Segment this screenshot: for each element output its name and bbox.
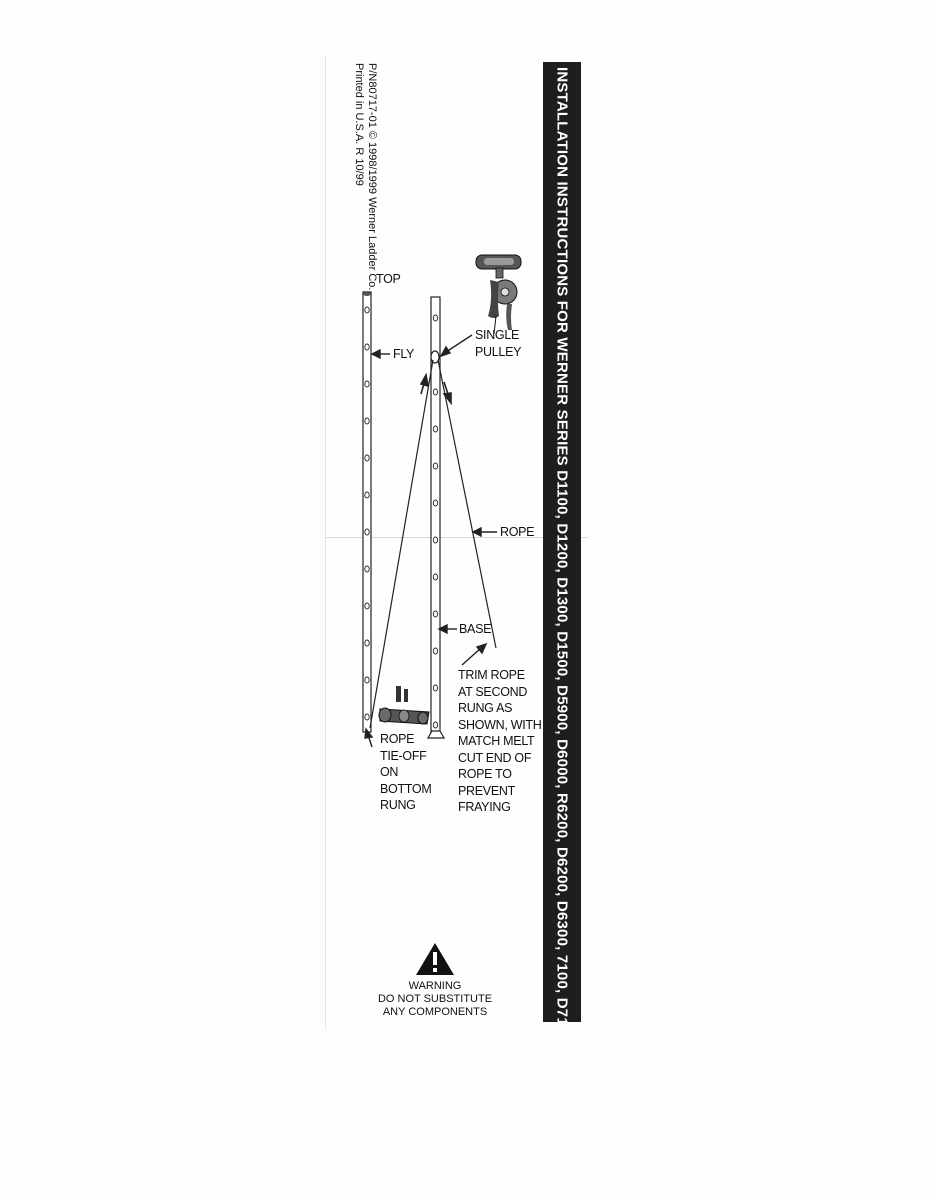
tie-off-hardware <box>379 686 429 724</box>
single-pulley-line: PULLEY <box>475 344 522 359</box>
tie-off-line: ON <box>380 765 399 779</box>
rung-hole <box>433 389 437 395</box>
top-label: TOP <box>376 272 401 286</box>
instructions-title: INSTALLATION INSTRUCTIONS FOR WERNER SERIES D1100, D1200, D1300, D1500, D5900, D6000, R6200, D6200, D6300, 7100, D7100 16' TO 40' LADDERS <box>553 67 571 1197</box>
rung-hole <box>365 566 369 572</box>
rung-hole <box>365 381 369 387</box>
trim-rope-line: AT SECOND <box>458 684 528 699</box>
tie-off-line: RUNG <box>380 798 416 812</box>
rope-label: ROPE <box>500 525 535 539</box>
rung-hole <box>433 574 437 580</box>
warning-heading: WARNING <box>408 980 462 992</box>
base-label: BASE <box>459 622 492 636</box>
fly-label: FLY <box>393 347 415 361</box>
tie-off-line: TIE-OFF <box>380 748 427 763</box>
rope-tie-off-note <box>380 731 431 814</box>
single-pulley-hardware <box>476 255 521 334</box>
warning-block <box>365 942 505 1019</box>
warning-line: DO NOT SUBSTITUTE <box>377 993 493 1005</box>
trim-rope-note <box>458 667 542 816</box>
tie-off-line: ROPE <box>380 732 415 746</box>
trim-rope-line: TRIM ROPE <box>458 668 525 682</box>
single-pulley-line: SINGLE <box>475 328 520 342</box>
rung-hole <box>365 492 369 498</box>
rung-hole <box>433 685 437 691</box>
rung-hole <box>433 611 437 617</box>
rung-hole <box>365 344 369 350</box>
trim-rope-line: ROPE TO <box>458 767 512 781</box>
rung-hole <box>365 640 369 646</box>
rung-hole <box>365 418 369 424</box>
trim-rope-line: RUNG AS <box>458 701 513 715</box>
trim-rope-line: SHOWN, WITH <box>458 717 542 732</box>
rung-hole <box>433 537 437 543</box>
rung-hole <box>433 648 437 654</box>
trim-rope-line: PREVENT <box>458 783 515 798</box>
rung-hole <box>365 714 369 720</box>
single-pulley-label <box>475 327 521 360</box>
trim-rope-line: CUT END OF <box>458 750 532 765</box>
fly-section <box>363 292 371 732</box>
tie-off-line: BOTTOM <box>380 781 432 796</box>
trim-rope-line: FRAYING <box>458 800 511 814</box>
rung-hole <box>433 722 437 728</box>
rung-hole <box>433 463 437 469</box>
rung-hole <box>365 307 369 313</box>
trim-rope-line: MATCH MELT <box>458 734 535 748</box>
rung-hole <box>433 426 437 432</box>
rung-hole <box>365 603 369 609</box>
rung-hole <box>433 500 437 506</box>
printed-date: Printed in U.S.A. R 10/99 <box>353 63 365 186</box>
rung-hole <box>365 677 369 683</box>
rung-hole <box>365 455 369 461</box>
rung-hole <box>433 315 437 321</box>
warning-line: ANY COMPONENTS <box>382 1006 488 1018</box>
warning-triangle-icon <box>415 942 455 976</box>
rung-hole <box>365 529 369 535</box>
part-number-copyright: P/N80717-01 © 1998/1999 Werner Ladder Co. <box>366 63 378 291</box>
